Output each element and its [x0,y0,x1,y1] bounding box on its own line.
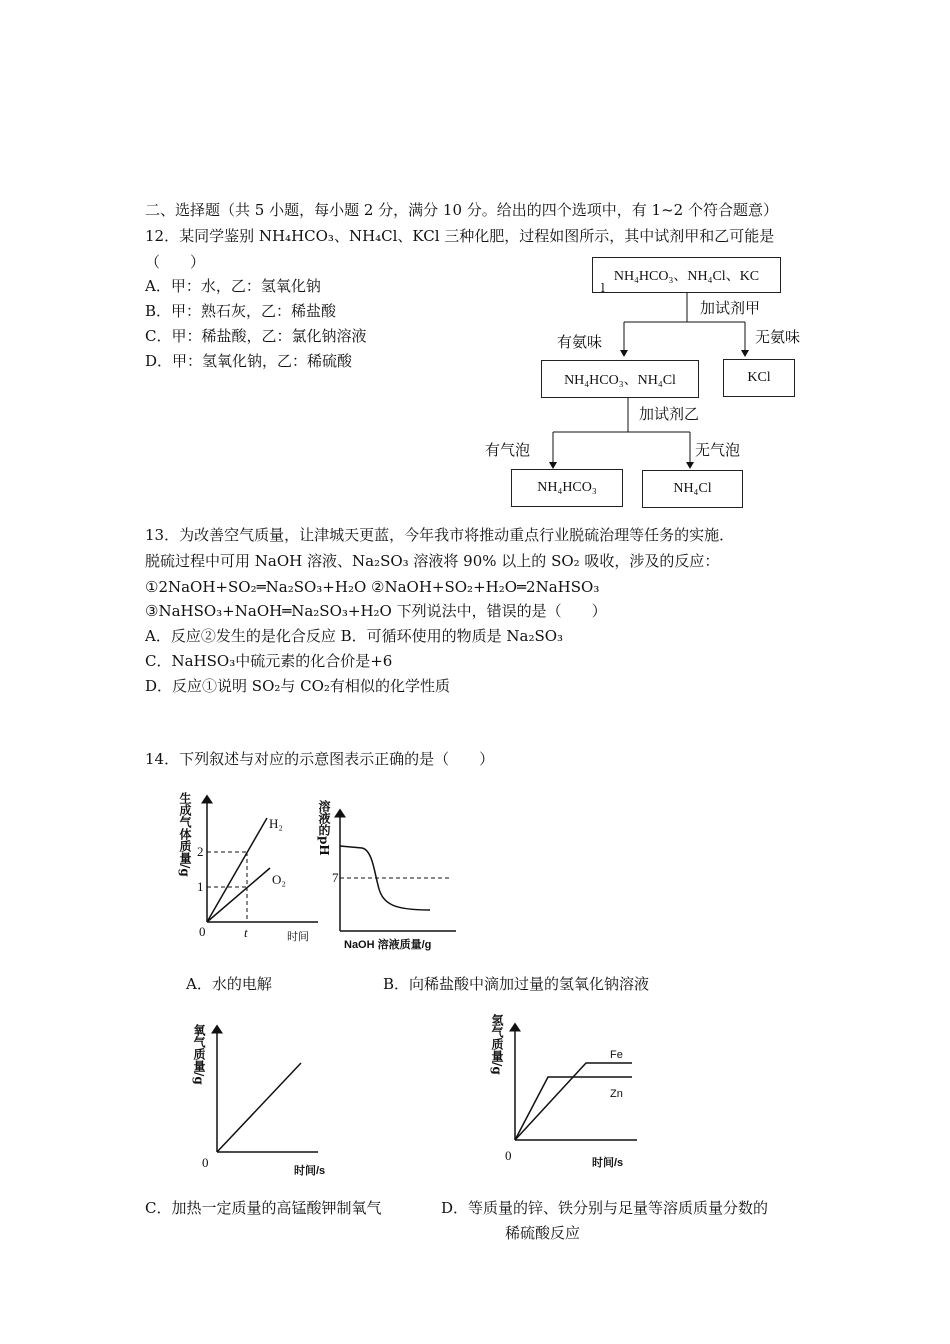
flow-box-nh4cl: NH₄Cl [642,470,743,508]
graph-c-ylabel: 氧气质量/g [192,1024,206,1085]
flow-label-ammonia-smell: 有氨味 [557,333,603,351]
q14-caption-d-line1: D．等质量的锌、铁分别与足量等溶质质量分数的 [441,1199,769,1217]
graph-d-zn-label: Zn [610,1088,623,1100]
q13-reactions-1-2: ①2NaOH+SO₂═Na₂SO₃+H₂O ②NaOH+SO₂+H₂O═2NaHSO₃ [145,578,600,596]
flow-box-overflow-char: l [601,281,605,295]
flow-box-nh4-salts: NH₄HCO₃、NH₄Cl [541,360,699,398]
q13-option-d: D．反应①说明 SO₂与 CO₂有相似的化学性质 [145,677,450,695]
q13-options-a-b: A．反应②发生的是化合反应 B．可循环使用的物质是 Na₂SO₃ [145,627,564,645]
section-heading: 二、选择题（共 5 小题，每小题 2 分，满分 10 分。给出的四个选项中，有 1~2 个符合题意） [145,201,778,219]
graph-a [197,796,318,943]
graph-b-xlabel: NaOH 溶液质量/g [344,939,432,951]
graph-d-xlabel: 时间/s [592,1157,624,1169]
graph-b-ylabel: 溶液的pH [317,800,331,856]
flow-label-bubbles: 有气泡 [485,441,531,459]
graph-a-h2-label: H₂ [269,816,283,831]
q14-caption-c: C．加热一定质量的高锰酸钾制氧气 [145,1199,382,1217]
q12-option-a: A．甲：水，乙：氢氧化钠 [145,277,321,295]
graph-c-origin: 0 [202,1155,209,1170]
flow-box-nh4hco3: NH₄HCO₃ [511,469,623,507]
flow-label-no-ammonia: 无氨味 [755,328,801,346]
q14-caption-b: B．向稀盐酸中滴加过量的氢氧化钠溶液 [383,975,650,993]
q12-option-b: B．甲：熟石灰，乙：稀盐酸 [145,302,337,320]
graph-a-h2-line [207,818,267,922]
graph-d-fe-line [515,1063,632,1140]
graph-d-zn-line [515,1077,632,1140]
graph-c [202,1026,325,1177]
q12-answer-paren: （ ） [145,253,206,271]
graph-b-tick-7: 7 [332,870,339,885]
graph-d-origin: 0 [505,1148,512,1163]
graph-c-xlabel: 时间/s [294,1165,326,1177]
graph-d [505,1024,637,1169]
graph-a-o2-label: O₂ [272,872,286,887]
graph-a-tick-t: t [244,925,248,940]
flow-label-no-bubbles: 无气泡 [695,441,741,459]
flow-box-kcl: KCl [723,359,795,397]
graph-a-o2-line [207,868,270,922]
graph-d-fe-label: Fe [610,1049,623,1061]
graph-a-tick-2: 2 [197,844,204,859]
q14-caption-d-line2: 稀硫酸反应 [505,1224,581,1242]
flow-box-all-fertilizers: NH₄HCO₃、NH₄Cl、KC [592,257,781,293]
q12-stem: 12．某同学鉴别 NH₄HCO₃、NH₄Cl、KCl 三种化肥，过程如图所示，其中试剂甲和乙可能是 [145,227,775,245]
graph-b [332,810,456,951]
q13-option-c: C．NaHSO₃中硫元素的化合价是+6 [145,652,393,670]
flow-reagent-jia: 加试剂甲 [700,299,761,317]
graph-d-ylabel: 氢气质量/g [490,1014,504,1075]
graph-a-tick-1: 1 [197,879,204,894]
q12-option-d: D．甲：氢氧化钠，乙：稀硫酸 [145,352,353,370]
graph-c-line [217,1063,301,1152]
graph-a-ylabel: 生成气体质量/g [178,792,192,877]
q13-line-2: 脱硫过程中可用 NaOH 溶液、Na₂SO₃ 溶液将 90% 以上的 SO₂ 吸收，涉及的反应： [145,552,720,570]
q13-line-1: 13．为改善空气质量，让津城天更蓝，今年我市将推动重点行业脱硫治理等任务的实施． [145,526,735,544]
q14-stem: 14．下列叙述与对应的示意图表示正确的是（ ） [145,750,495,768]
graph-a-xlabel: 时间 [287,931,309,943]
q14-caption-a: A．水的电解 [186,975,272,993]
q13-reaction-3: ③NaHSO₃+NaOH═Na₂SO₃+H₂O 下列说法中，错误的是（ ） [145,602,607,620]
q12-option-c: C．甲：稀盐酸，乙：氯化钠溶液 [145,327,367,345]
flow-reagent-yi: 加试剂乙 [639,405,700,423]
graph-a-origin: 0 [199,924,206,939]
